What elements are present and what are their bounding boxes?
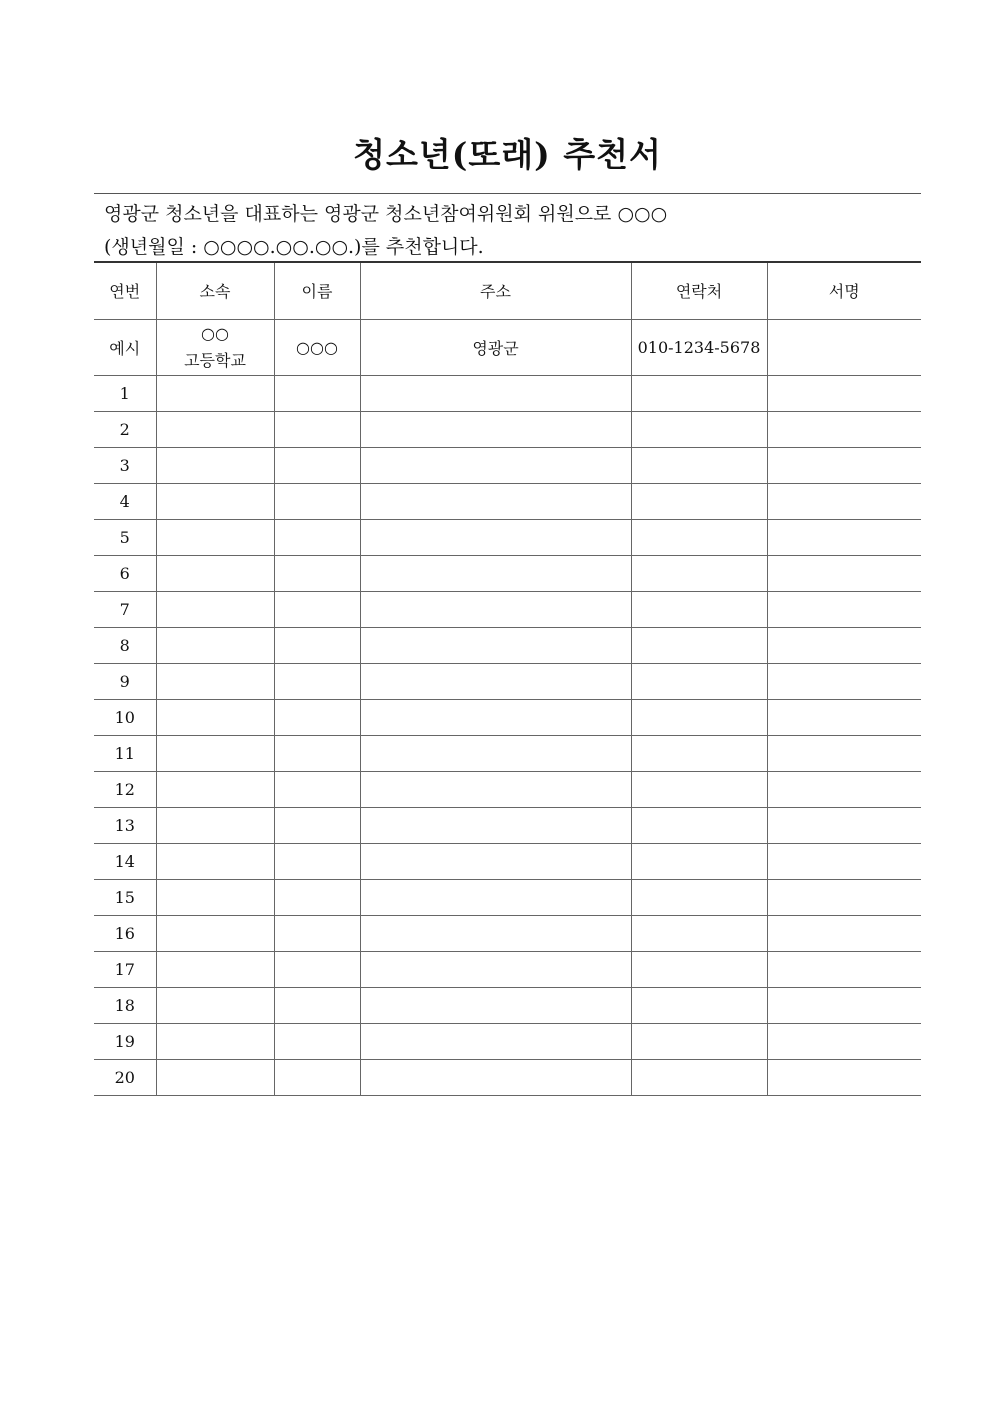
example-affiliation <box>156 319 274 375</box>
row-name-cell[interactable] <box>274 411 360 447</box>
table-row <box>94 591 921 627</box>
row-name-cell[interactable] <box>274 987 360 1023</box>
table-row <box>94 951 921 987</box>
row-contact-cell[interactable] <box>631 1059 767 1095</box>
row-contact-cell[interactable] <box>631 375 767 411</box>
table-row <box>94 807 921 843</box>
table-row <box>94 627 921 663</box>
row-address-cell[interactable] <box>360 807 631 843</box>
header-number: 연번 <box>94 263 156 319</box>
row-affiliation-cell[interactable] <box>156 699 274 735</box>
row-affiliation-cell[interactable] <box>156 483 274 519</box>
row-name-cell[interactable] <box>274 807 360 843</box>
row-number: 14 <box>94 843 156 879</box>
row-contact-cell[interactable] <box>631 447 767 483</box>
row-signature-cell[interactable] <box>767 627 921 663</box>
row-affiliation-cell[interactable] <box>156 1059 274 1095</box>
table-row <box>94 519 921 555</box>
row-affiliation-cell[interactable] <box>156 627 274 663</box>
table-row <box>94 843 921 879</box>
row-contact-cell[interactable] <box>631 951 767 987</box>
row-signature-cell[interactable] <box>767 915 921 951</box>
row-number: 1 <box>94 375 156 411</box>
table-row <box>94 663 921 699</box>
row-address-cell[interactable] <box>360 483 631 519</box>
example-affiliation-line2: 고등학교 <box>184 351 246 370</box>
header-name: 이름 <box>274 263 360 319</box>
row-address-cell[interactable] <box>360 1023 631 1059</box>
row-name-cell[interactable] <box>274 771 360 807</box>
row-signature-cell[interactable] <box>767 519 921 555</box>
row-signature-cell[interactable] <box>767 1023 921 1059</box>
row-address-cell[interactable] <box>360 555 631 591</box>
row-signature-cell[interactable] <box>767 591 921 627</box>
row-affiliation-cell[interactable] <box>156 411 274 447</box>
row-affiliation-cell[interactable] <box>156 915 274 951</box>
row-number: 20 <box>94 1059 156 1095</box>
table-row <box>94 699 921 735</box>
table-row <box>94 411 921 447</box>
row-contact-cell[interactable] <box>631 699 767 735</box>
row-address-cell[interactable] <box>360 879 631 915</box>
row-address-cell[interactable] <box>360 699 631 735</box>
example-name: ○○○ <box>274 319 360 375</box>
table-row <box>94 483 921 519</box>
recommendation-statement <box>94 193 921 263</box>
row-address-cell[interactable] <box>360 411 631 447</box>
row-affiliation-cell[interactable] <box>156 519 274 555</box>
row-name-cell[interactable] <box>274 591 360 627</box>
row-name-cell[interactable] <box>274 375 360 411</box>
example-signature <box>767 319 921 375</box>
recommendation-table <box>94 263 921 1096</box>
row-contact-cell[interactable] <box>631 411 767 447</box>
row-contact-cell[interactable] <box>631 987 767 1023</box>
row-affiliation-cell[interactable] <box>156 663 274 699</box>
row-affiliation-cell[interactable] <box>156 735 274 771</box>
row-signature-cell[interactable] <box>767 987 921 1023</box>
table-row <box>94 555 921 591</box>
statement-line-2: (생년월일 : ○○○○.○○.○○.)를 추천합니다. <box>104 236 484 258</box>
row-signature-cell[interactable] <box>767 771 921 807</box>
statement-line-1: 영광군 청소년을 대표하는 영광군 청소년참여위원회 위원으로 ○○○ <box>104 203 668 225</box>
row-name-cell[interactable] <box>274 699 360 735</box>
row-contact-cell[interactable] <box>631 519 767 555</box>
row-number: 4 <box>94 483 156 519</box>
row-contact-cell[interactable] <box>631 843 767 879</box>
row-name-cell[interactable] <box>274 915 360 951</box>
example-row <box>94 319 921 375</box>
row-affiliation-cell[interactable] <box>156 843 274 879</box>
row-name-cell[interactable] <box>274 555 360 591</box>
row-contact-cell[interactable] <box>631 879 767 915</box>
row-signature-cell[interactable] <box>767 555 921 591</box>
row-contact-cell[interactable] <box>631 663 767 699</box>
row-name-cell[interactable] <box>274 843 360 879</box>
row-affiliation-cell[interactable] <box>156 879 274 915</box>
row-contact-cell[interactable] <box>631 627 767 663</box>
row-name-cell[interactable] <box>274 1059 360 1095</box>
row-contact-cell[interactable] <box>631 591 767 627</box>
row-name-cell[interactable] <box>274 627 360 663</box>
row-address-cell[interactable] <box>360 1059 631 1095</box>
header-affiliation: 소속 <box>156 263 274 319</box>
row-affiliation-cell[interactable] <box>156 447 274 483</box>
table-header-row <box>94 263 921 319</box>
row-name-cell[interactable] <box>274 735 360 771</box>
row-signature-cell[interactable] <box>767 411 921 447</box>
row-contact-cell[interactable] <box>631 807 767 843</box>
row-number: 19 <box>94 1023 156 1059</box>
row-number: 6 <box>94 555 156 591</box>
table-row <box>94 987 921 1023</box>
header-signature: 서명 <box>767 263 921 319</box>
example-address: 영광군 <box>360 319 631 375</box>
row-affiliation-cell[interactable] <box>156 951 274 987</box>
row-address-cell[interactable] <box>360 591 631 627</box>
row-contact-cell[interactable] <box>631 1023 767 1059</box>
table-row <box>94 1023 921 1059</box>
row-number: 12 <box>94 771 156 807</box>
header-address: 주소 <box>360 263 631 319</box>
row-number: 9 <box>94 663 156 699</box>
row-number: 5 <box>94 519 156 555</box>
row-number: 3 <box>94 447 156 483</box>
row-signature-cell[interactable] <box>767 807 921 843</box>
row-number: 2 <box>94 411 156 447</box>
table-row <box>94 915 921 951</box>
header-contact: 연락처 <box>631 263 767 319</box>
row-address-cell[interactable] <box>360 735 631 771</box>
row-signature-cell[interactable] <box>767 483 921 519</box>
table-row <box>94 447 921 483</box>
example-contact: 010-1234-5678 <box>631 319 767 375</box>
row-contact-cell[interactable] <box>631 915 767 951</box>
row-name-cell[interactable] <box>274 483 360 519</box>
row-affiliation-cell[interactable] <box>156 1023 274 1059</box>
row-address-cell[interactable] <box>360 663 631 699</box>
row-contact-cell[interactable] <box>631 483 767 519</box>
table-row <box>94 771 921 807</box>
table-row <box>94 1059 921 1095</box>
row-name-cell[interactable] <box>274 447 360 483</box>
row-number: 17 <box>94 951 156 987</box>
row-signature-cell[interactable] <box>767 699 921 735</box>
row-number: 18 <box>94 987 156 1023</box>
row-name-cell[interactable] <box>274 951 360 987</box>
row-name-cell[interactable] <box>274 879 360 915</box>
row-number: 13 <box>94 807 156 843</box>
row-address-cell[interactable] <box>360 987 631 1023</box>
example-affiliation-line1: ○○ <box>201 324 229 343</box>
row-signature-cell[interactable] <box>767 447 921 483</box>
row-number: 11 <box>94 735 156 771</box>
row-signature-cell[interactable] <box>767 951 921 987</box>
row-name-cell[interactable] <box>274 663 360 699</box>
row-address-cell[interactable] <box>360 447 631 483</box>
table-row <box>94 375 921 411</box>
example-number: 예시 <box>94 319 156 375</box>
row-number: 8 <box>94 627 156 663</box>
row-number: 7 <box>94 591 156 627</box>
row-affiliation-cell[interactable] <box>156 987 274 1023</box>
row-address-cell[interactable] <box>360 519 631 555</box>
table-row <box>94 879 921 915</box>
row-signature-cell[interactable] <box>767 1059 921 1095</box>
row-name-cell[interactable] <box>274 1023 360 1059</box>
row-contact-cell[interactable] <box>631 555 767 591</box>
row-address-cell[interactable] <box>360 375 631 411</box>
row-address-cell[interactable] <box>360 771 631 807</box>
row-number: 10 <box>94 699 156 735</box>
row-affiliation-cell[interactable] <box>156 375 274 411</box>
row-contact-cell[interactable] <box>631 735 767 771</box>
row-address-cell[interactable] <box>360 627 631 663</box>
row-address-cell[interactable] <box>360 843 631 879</box>
row-name-cell[interactable] <box>274 519 360 555</box>
row-affiliation-cell[interactable] <box>156 771 274 807</box>
row-number: 16 <box>94 915 156 951</box>
document-title: 청소년(또래) 추천서 <box>353 135 662 174</box>
row-signature-cell[interactable] <box>767 843 921 879</box>
row-address-cell[interactable] <box>360 915 631 951</box>
row-affiliation-cell[interactable] <box>156 555 274 591</box>
row-signature-cell[interactable] <box>767 375 921 411</box>
row-affiliation-cell[interactable] <box>156 591 274 627</box>
row-signature-cell[interactable] <box>767 735 921 771</box>
row-address-cell[interactable] <box>360 951 631 987</box>
row-signature-cell[interactable] <box>767 663 921 699</box>
row-contact-cell[interactable] <box>631 771 767 807</box>
row-affiliation-cell[interactable] <box>156 807 274 843</box>
table-row <box>94 735 921 771</box>
row-signature-cell[interactable] <box>767 879 921 915</box>
row-number: 15 <box>94 879 156 915</box>
